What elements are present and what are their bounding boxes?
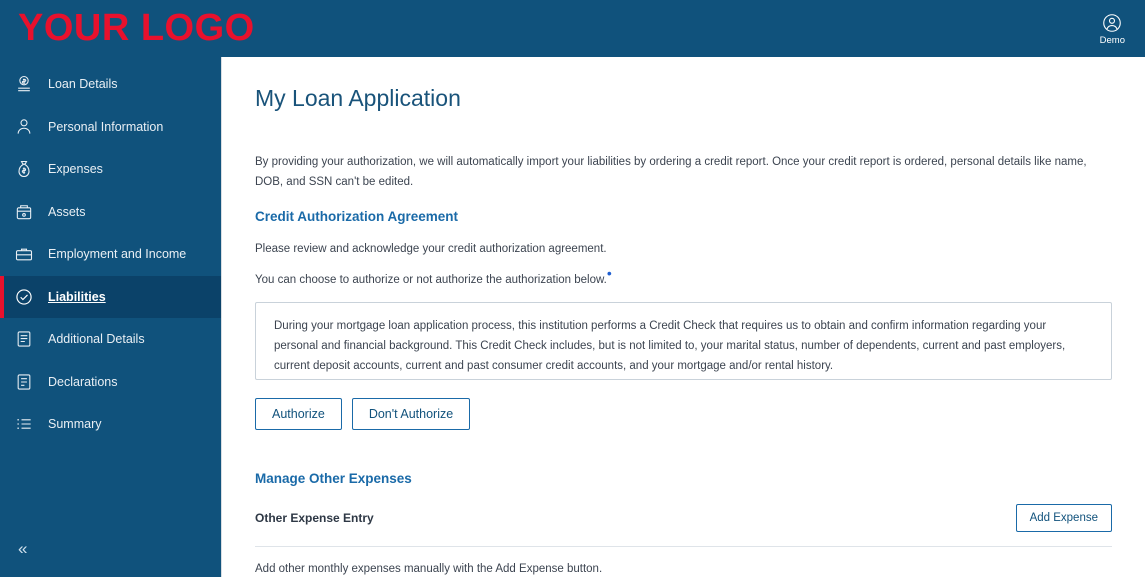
person-icon [14,117,34,137]
logo: YOUR LOGO [18,7,255,49]
sidebar [0,0,255,577]
sidebar-item-assets[interactable] [0,191,221,234]
dont-authorize-button[interactable]: Don't Authorize [352,398,470,430]
sidebar-item-label: Employment and Income [48,247,187,262]
content-panel [221,57,1145,577]
sidebar-item-employment-and-income[interactable] [0,233,221,276]
sidebar-item-summary[interactable] [0,403,221,446]
topbar [442,0,1145,57]
manage-other-expenses-heading: Manage Other Expenses [255,471,412,487]
credit-instruction-line-1: Please review and acknowledge your credit authorization agreement. [255,243,607,256]
form-icon [14,372,34,392]
required-marker: • [606,264,612,281]
sidebar-item-liabilities[interactable] [0,276,221,319]
add-expense-button[interactable]: Add Expense [1016,504,1112,532]
credit-authorization-heading: Credit Authorization Agreement [255,209,459,225]
sidebar-item-label: Loan Details [48,77,118,92]
other-expense-entry-row [255,504,1112,547]
loan-dollar-icon [14,74,34,94]
sidebar-item-additional-details[interactable] [0,318,221,361]
sidebar-collapse-button[interactable]: « [18,539,28,558]
main-area [221,0,1145,577]
sidebar-item-label: Summary [48,417,102,432]
document-icon [14,329,34,349]
authorization-buttons [255,398,1112,430]
page-title: My Loan Application [255,85,461,111]
money-bag-icon [14,159,34,179]
authorize-button[interactable]: Authorize [255,398,342,430]
add-expense-hint: Add other monthly expenses manually with the Add Expense button. [255,563,603,576]
sidebar-item-label: Additional Details [48,332,145,347]
sidebar-item-label: Expenses [48,162,103,177]
bank-icon [14,202,34,222]
briefcase-icon [14,244,34,264]
other-expense-entry-label: Other Expense Entry [255,511,374,526]
user-circle-icon [1101,12,1123,34]
credit-instruction-line-2-text: You can choose to authorize or not authorize the authorization below. [255,273,607,286]
check-circle-icon [14,287,34,307]
credit-disclosure-box: During your mortgage loan application process, this institution performs a Credit Check that requires us to obtain and confirm information regarding your personal and financial background. This Credit Check includes, but is not limited to, your marital status, number of dependents, current and past employers, current deposit accounts, current and past consumer credit accounts, and your mortgage and/or rental history. [255,302,1112,380]
sidebar-item-personal-information[interactable] [0,106,221,149]
user-name: Demo [1099,34,1125,46]
sidebar-item-label: Assets [48,204,86,219]
sidebar-item-expenses[interactable] [0,148,221,191]
intro-text: By providing your authorization, we will automatically import your liabilities by ordering a credit report. Once your credit report is ordered, personal details like name, DOB, and SSN can't be edited. [255,156,1087,189]
sidebar-item-label: Personal Information [48,119,164,134]
sidebar-nav [0,63,221,446]
sidebar-item-label: Declarations [48,374,118,389]
user-menu[interactable] [1100,12,1125,46]
credit-instruction-line-2 [255,264,1112,289]
sidebar-item-declarations[interactable] [0,361,221,404]
sidebar-item-label: Liabilities [48,289,106,304]
list-icon [14,414,34,434]
sidebar-item-loan-details[interactable] [0,63,221,106]
